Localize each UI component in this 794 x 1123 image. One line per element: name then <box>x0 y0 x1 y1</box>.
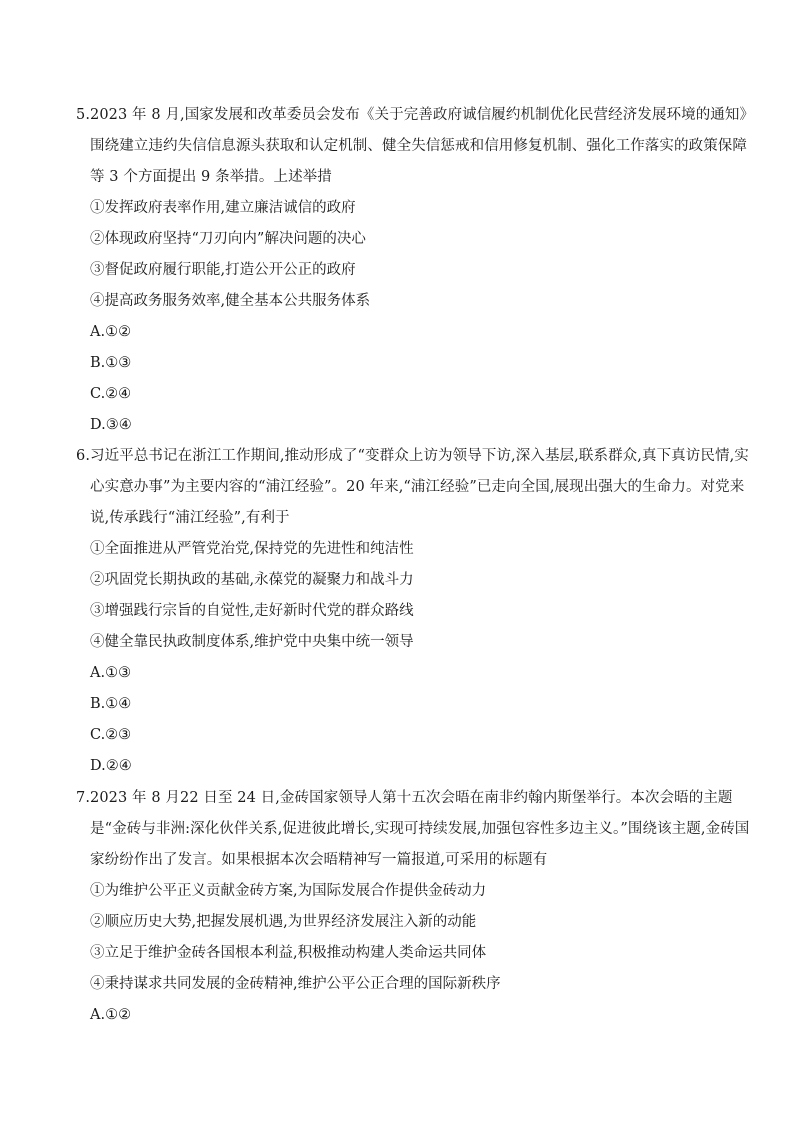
choice-a: A.①② <box>90 324 132 340</box>
choice-a: A.①② <box>90 1007 132 1023</box>
question-5 <box>76 100 756 441</box>
statement-1: ①为维护公平正义贡献金砖方案,为国际发展合作提供金砖动力 <box>90 883 487 899</box>
choice-d: D.②④ <box>90 758 132 774</box>
statement-3: ③增强践行宗旨的自觉性,走好新时代党的群众路线 <box>90 603 414 619</box>
choice-d: D.③④ <box>90 417 132 433</box>
statement-4: ④秉持谋求共同发展的金砖精神,维护公平公正合理的国际新秩序 <box>90 976 501 992</box>
question-stem: 6.习近平总书记在浙江工作期间,推动形成了“变群众上访为领导下访,深入基层,联系群众,真下真访民情,实心实意办事”为主要内容的“浦江经验”。20 年来,“浦江经验”已走向全国,展现出强大的生命力。对党来说,传承践行“浦江经验”,有利于 <box>76 448 749 526</box>
choice-c: C.②④ <box>90 386 132 402</box>
statement-3: ③立足于维护金砖各国根本利益,积极推动构建人类命运共同体 <box>90 945 487 961</box>
choice-a: A.①③ <box>90 665 132 681</box>
choice-b: B.①③ <box>90 355 132 371</box>
statement-1: ①全面推进从严管党治党,保持党的先进性和纯洁性 <box>90 541 414 557</box>
statement-3: ③督促政府履行职能,打造公开公正的政府 <box>90 262 356 278</box>
statement-2: ②顺应历史大势,把握发展机遇,为世界经济发展注入新的动能 <box>90 914 477 930</box>
choice-b: B.①④ <box>90 696 132 712</box>
statement-4: ④提高政务服务效率,健全基本公共服务体系 <box>90 293 371 309</box>
statement-2: ②体现政府坚持“刀刃向内”解决问题的决心 <box>90 231 366 247</box>
question-stem: 5.2023 年 8 月,国家发展和改革委员会发布《关于完善政府诚信履约机制优化民营经济发展环境的通知》围绕建立违约失信信息源头获取和认定机制、健全失信惩戒和信用修复机制、强化工作落实的政策保障等 3 个方面提出 9 条举措。上述举措 <box>76 107 755 185</box>
choice-c: C.②③ <box>90 727 132 743</box>
question-7 <box>76 783 756 1031</box>
statement-2: ②巩固党长期执政的基础,永葆党的凝聚力和战斗力 <box>90 572 414 588</box>
statement-1: ①发挥政府表率作用,建立廉洁诚信的政府 <box>90 200 356 216</box>
question-6 <box>76 441 756 782</box>
question-stem: 7.2023 年 8 月22 日至 24 日,金砖国家领导人第十五次会晤在南非约翰内斯堡举行。本次会晤的主题是“金砖与非洲:深化伙伴关系,促进彼此增长,实现可持续发展,加强包容性多边主义。”围绕该主题,金砖国家纷纷作出了发言。如果根据本次会晤精神写一篇报道,可采用的标题有 <box>76 790 750 868</box>
statement-4: ④健全靠民执政制度体系,维护党中央集中统一领导 <box>90 634 414 650</box>
